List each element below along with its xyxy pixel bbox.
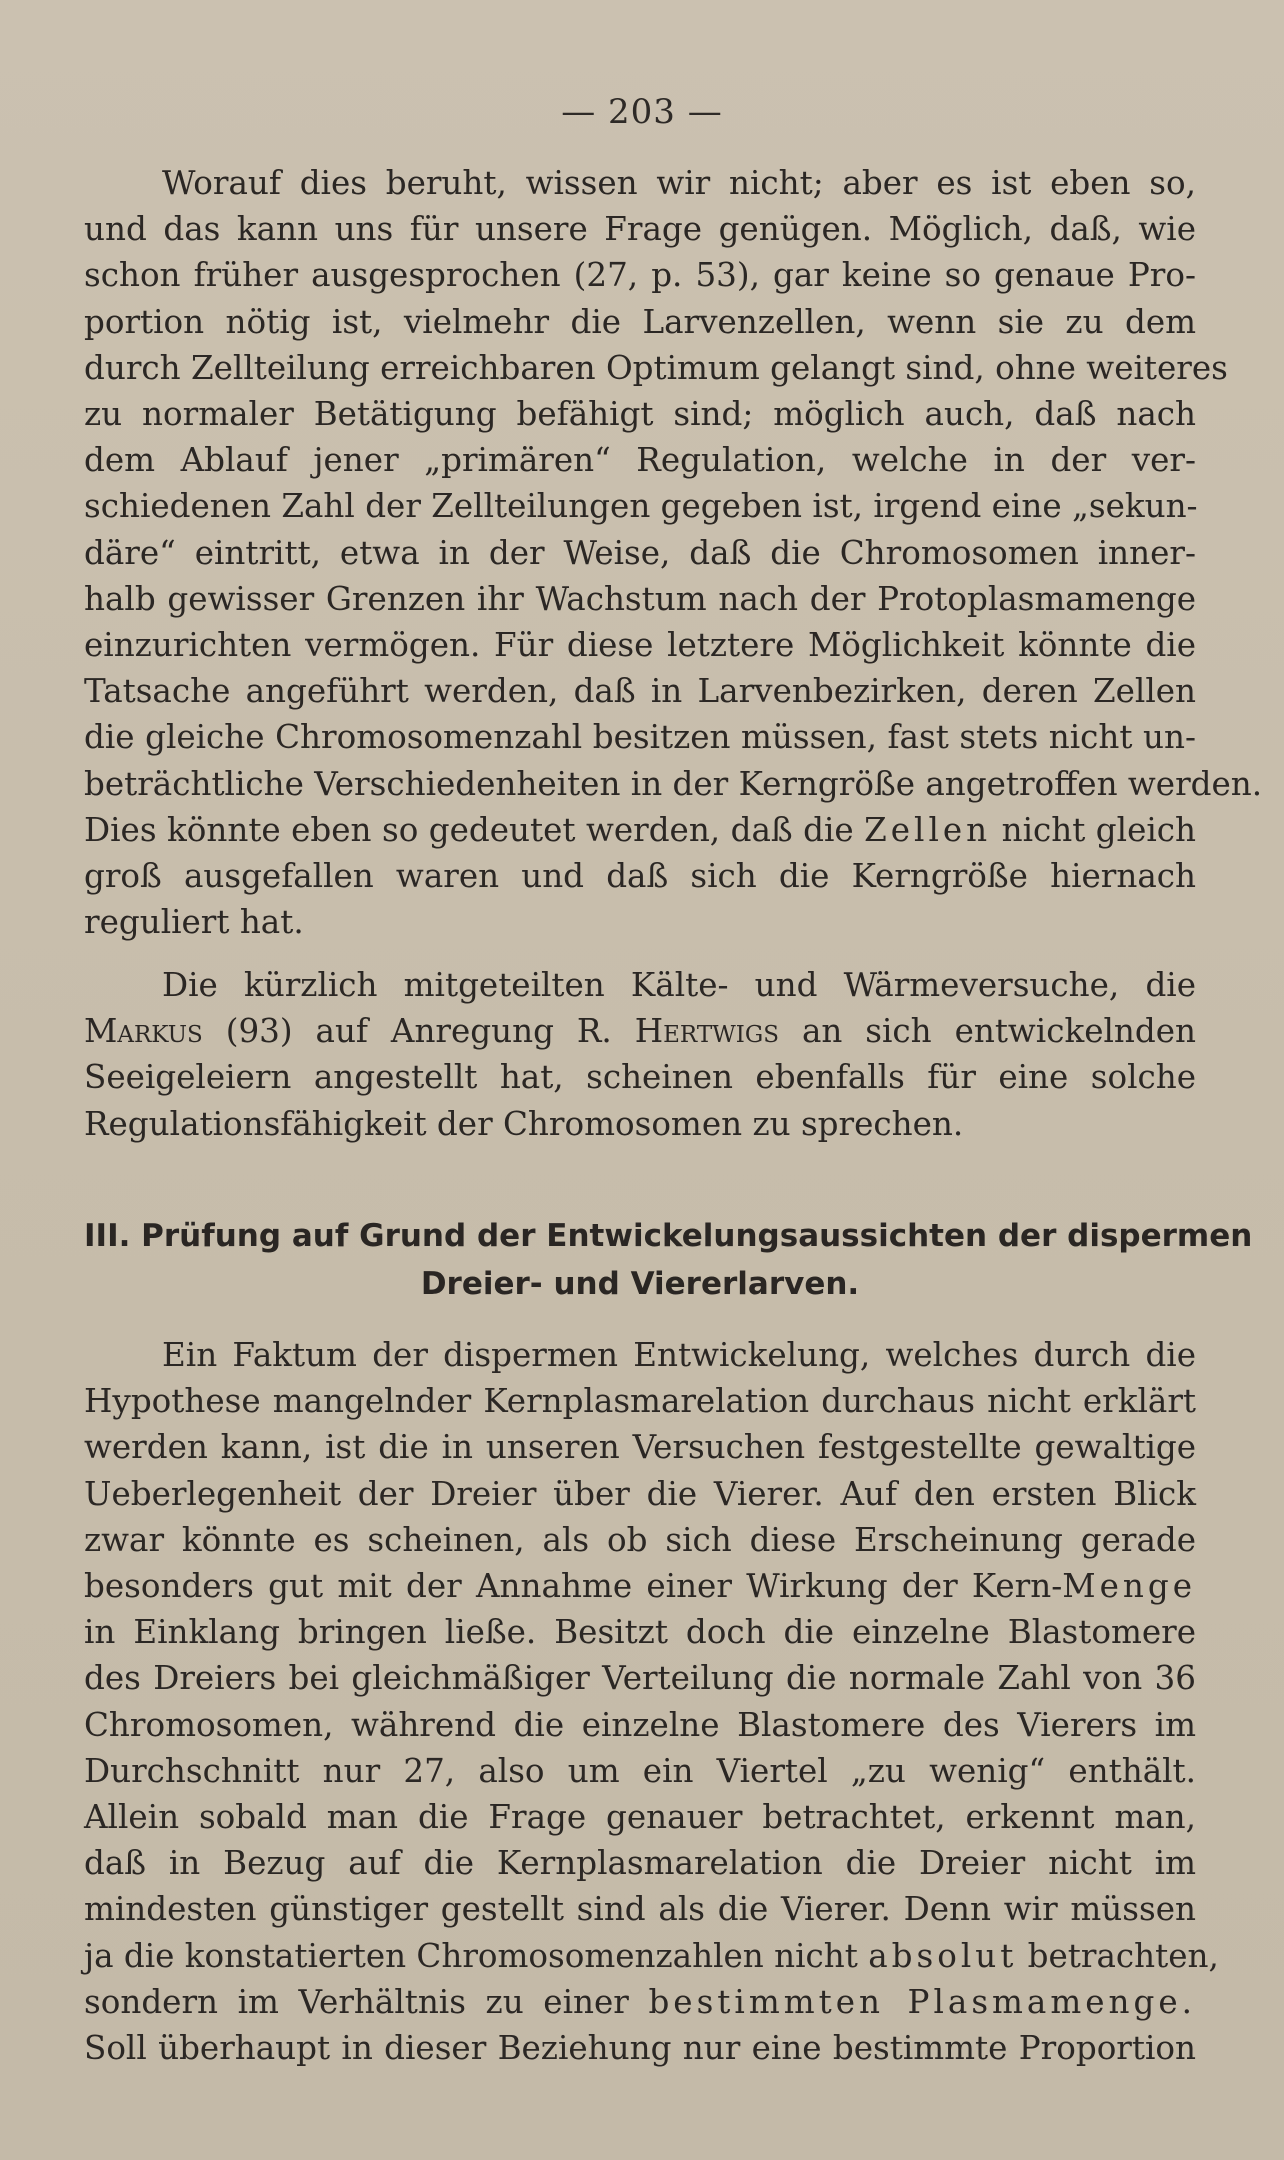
- text-line: Durchschnitt nur 27, also um ein Viertel „zu wenig“ enthält.: [84, 1751, 1196, 1790]
- text-line: werden kann, ist die in unseren Versuchen festgestellte gewaltige: [84, 1428, 1196, 1467]
- spaced-emphasis: absolut: [868, 1936, 1018, 1975]
- text-line: in Einklang bringen ließe. Besitzt doch die einzelne Blastomere: [84, 1613, 1196, 1652]
- text-run: besonders gut mit der Annahme einer Wirkung der Kern-: [84, 1567, 1063, 1606]
- author-name: Hertwigs: [634, 1012, 780, 1051]
- text-line: [84, 1563, 1196, 1609]
- text-line: des Dreiers bei gleichmäßiger Verteilung die normale Zahl von 36: [84, 1659, 1196, 1698]
- text-line: [84, 807, 1196, 853]
- text-line: dem Ablauf jener „primären“ Regulation, welche in der ver-: [84, 441, 1196, 480]
- text-run: nicht gleich: [1001, 810, 1197, 849]
- text-line: [84, 1979, 1196, 2025]
- text-line: [84, 1008, 1196, 1054]
- text-line: schiedenen Zahl der Zellteilungen gegeben ist, irgend eine „sekun-: [84, 487, 1198, 526]
- text-line: und das kann uns für unsere Frage genügen. Möglich, daß, wie: [84, 210, 1196, 249]
- text-line: schon früher ausgesprochen (27, p. 53), gar keine so genaue Pro-: [84, 256, 1196, 295]
- page-number: — 203 —: [561, 92, 723, 132]
- text-line: Ueberlegenheit der Dreier über die Vierer. Auf den ersten Blick: [84, 1474, 1196, 1513]
- spaced-emphasis: bestimmten Plasmamenge.: [648, 1982, 1196, 2021]
- text-line: [84, 1933, 1219, 1979]
- text-run: sondern im Verhältnis zu einer: [84, 1982, 629, 2021]
- text-line: Allein sobald man die Frage genauer betrachtet, erkennt man,: [84, 1798, 1196, 1837]
- text-line: mindesten günstiger gestellt sind als die Vierer. Denn wir müssen: [84, 1890, 1196, 1929]
- text-line: Ein Faktum der dispermen Entwickelung, welches durch die: [162, 1336, 1196, 1374]
- text-line: reguliert hat.: [84, 903, 304, 942]
- paragraph-3: [84, 1332, 1219, 2071]
- text-line: Seeigeleiern angestellt hat, scheinen ebenfalls für eine solche: [84, 1058, 1196, 1097]
- text-line: zwar könnte es scheinen, als ob sich diese Erscheinung gerade: [84, 1520, 1196, 1559]
- text-line: portion nötig ist, vielmehr die Larvenzellen, wenn sie zu dem: [84, 302, 1196, 341]
- paragraph-2: [84, 962, 1196, 1147]
- text-line: Worauf dies beruht, wissen wir nicht; aber es ist eben so,: [162, 164, 1196, 202]
- spaced-emphasis: Menge: [1062, 1567, 1196, 1606]
- text-run: an sich entwickelnden: [801, 1012, 1197, 1051]
- text-line: Hypothese mangelnder Kernplasmarelation durchaus nicht erklärt: [84, 1382, 1196, 1421]
- text-run: Dies könnte eben so gedeutet werden, daß die: [84, 810, 854, 849]
- text-run: (93) auf Anregung R.: [225, 1012, 612, 1051]
- text-line: Soll überhaupt in dieser Beziehung nur eine bestimmte Proportion: [84, 2029, 1196, 2068]
- paragraph-1: [84, 160, 1263, 945]
- text-line: Chromosomen, während die einzelne Blastomere des Vierers im: [84, 1705, 1196, 1744]
- text-run: betrachten,: [1027, 1936, 1219, 1975]
- text-line: durch Zellteilung erreichbaren Optimum gelangt sind, ohne weiteres: [84, 348, 1228, 387]
- text-line: Tatsache angeführt werden, daß in Larvenbezirken, deren Zellen: [84, 672, 1196, 711]
- spaced-emphasis: Zellen: [864, 810, 992, 849]
- text-line: halb gewisser Grenzen ihr Wachstum nach der Protoplasmamenge: [84, 579, 1196, 618]
- text-line: zu normaler Betätigung befähigt sind; möglich auch, daß nach: [84, 395, 1196, 434]
- text-line: Regulationsfähigkeit der Chromosomen zu sprechen.: [84, 1104, 964, 1143]
- heading-line: Dreier- und Viererlarven.: [420, 1266, 860, 1302]
- text-line: groß ausgefallen waren und daß sich die Kerngröße hiernach: [84, 857, 1196, 896]
- heading-line: III. Prüfung auf Grund der Entwickelungsaussichten der dispermen: [84, 1218, 1253, 1254]
- text-run: ja die konstatierten Chromosomenzahlen nicht: [84, 1936, 858, 1975]
- text-line: Die kürzlich mitgeteilten Kälte- und Wärmeversuche, die: [162, 966, 1196, 1004]
- section-heading: [84, 1212, 1253, 1308]
- text-line: die gleiche Chromosomenzahl besitzen müssen, fast stets nicht un-: [84, 718, 1196, 757]
- text-line: däre“ eintritt, etwa in der Weise, daß die Chromosomen inner-: [84, 533, 1196, 572]
- text-line: einzurichten vermögen. Für diese letztere Möglichkeit könnte die: [84, 626, 1196, 665]
- author-name: Markus: [84, 1012, 203, 1051]
- text-line: beträchtliche Verschiedenheiten in der Kerngröße angetroffen werden.: [84, 764, 1263, 803]
- text-line: daß in Bezug auf die Kernplasmarelation die Dreier nicht im: [84, 1844, 1196, 1883]
